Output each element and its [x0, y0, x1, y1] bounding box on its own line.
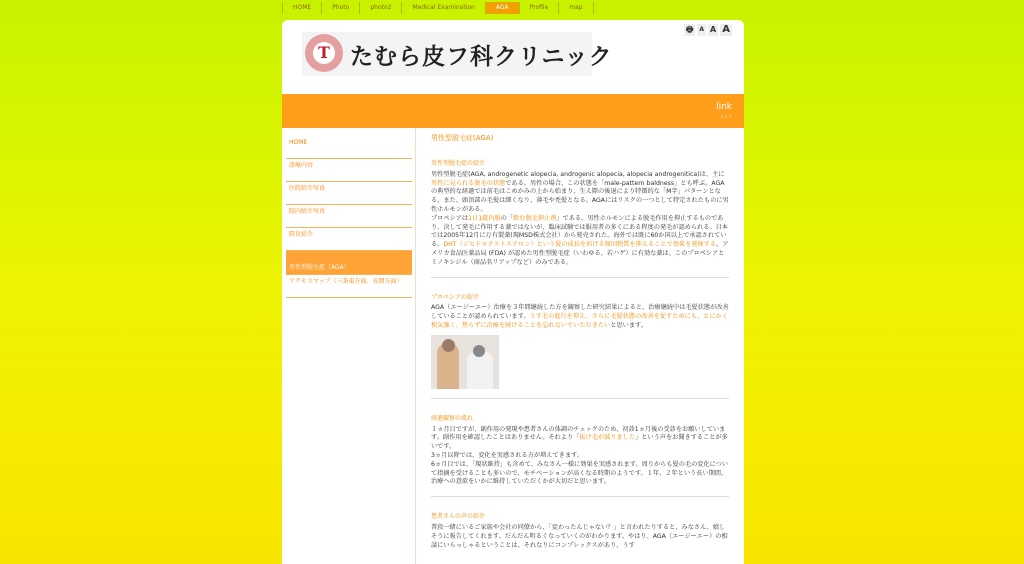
print-icon[interactable]: 🖶 — [685, 25, 694, 34]
section-divider — [431, 496, 729, 497]
section-divider — [431, 277, 729, 278]
text: 。アメリカ食品医薬品局 (FDA) が認めた男性型脱毛症（いわゆる、若ハゲ）に有効な薬は、このプロペシアとミノキシジル（商品名リアップなど）のみである。 — [431, 241, 729, 266]
text: の「 — [500, 214, 514, 222]
nav-home[interactable]: HOME — [282, 2, 322, 14]
section-heading-patient-voices: 患者さんの声の紹介 — [431, 513, 486, 521]
header-band — [282, 94, 744, 128]
paragraph-propecia-study — [431, 304, 729, 330]
paragraph-month-1 — [431, 426, 729, 452]
sidebar-item-services[interactable]: 診療内容 — [286, 159, 412, 182]
text: である。男性の場合、この状態を「male-pattern baldness」とも呼ぶ。AGAの典型的な経過では前毛はこめかみの上から始まり、生え際の後退により特徴的な「M字」パターンとなる。また、頭頂部の毛髪は細くなり、薄毛や禿髪となる。AGAにはリスクの一つとして特定されたものに男性ホルモンがある。 — [431, 179, 729, 213]
photo-figure-right-head — [473, 345, 485, 357]
text: 」という声をお聞きすることが多いです。 — [431, 434, 728, 451]
sidebar-item-access-map[interactable]: アクセスマップ（三条東方面、長岡方面） — [286, 275, 412, 298]
font-size-small-button[interactable]: A — [697, 24, 706, 36]
paragraph-month-6: 6ヵ月目では、「現状維持」も含めて、みなさん一様に効果を実感されます。周りからも髪の毛の変化について指摘を受けることも多いので、モチベーションが高くなる時期のようです。１年、２年という長い期間、治療への意欲をいかに維持していただくかが大切だと思います。 — [431, 460, 729, 486]
section-divider — [431, 398, 729, 399]
nav-aga[interactable]: AGA — [486, 2, 520, 14]
nav-medical-examination[interactable]: Medical Examination — [402, 2, 485, 14]
page-title: 男性型脱毛症(AGA) — [431, 134, 494, 142]
text: １ヵ月目ですが、副作用の発現や患者さんの体調のチェックのため、初診1ヵ月後の受診をお願いしています。副作用を確認したことはありません。それより「 — [431, 425, 726, 442]
text: 」である。男性ホルモンによる脱毛作用を抑止するものであり、決して発毛に作用する薬ではないが、臨床試験では服用者の多くにある程度の発毛が認められる。日本では2005年12月に万有製薬(現MSD株式会社）から発売された。海外では既に60か国以上で承認されている。 — [431, 214, 728, 249]
paragraph-patient-voices: 普段一緒にいるご家族や会社の同僚から、「変わったんじゃない？」と言われたりすると、みなさん、嬉しそうに報告してくれます。だんだん明るくなっていくのがわかります。やはり、AGA（エージーエー）の相談にいらっしゃるということは、それなりにコンプレックスがあり、うす — [431, 523, 728, 549]
text: と思います。 — [610, 321, 647, 329]
highlight-text: 1日1錠内服 — [468, 214, 501, 222]
nav-map[interactable]: map — [559, 2, 593, 14]
nav-photo2[interactable]: photo2 — [360, 2, 402, 14]
font-size-medium-button[interactable]: A — [710, 25, 717, 34]
section-heading-aga-intro: 男性型脱毛症の紹介 — [431, 160, 486, 167]
nav-profile[interactable]: Profile — [520, 2, 560, 14]
sidebar-item-director[interactable]: 院長紹介 — [286, 228, 412, 251]
logo-text: たむら皮フ科クリニック — [350, 44, 613, 70]
highlight-text: 抜け毛が減りました — [579, 434, 636, 442]
highlight-text: うす毛の進行を抑え、さらに毛髪状態の改善を促すためにも、とにかく根気強く、焦らずに治療を続けることを忘れないでいただきたい — [431, 313, 728, 329]
text: 男性型脱毛症(AGA, androgenetic alopecia, androgenic alopecia, alopecia androgenitica)は、主に — [431, 170, 725, 178]
band-link-subtitle: リンク — [720, 114, 732, 119]
page-container — [282, 20, 744, 564]
highlight-text: 男性に見られる脱毛の状態 — [431, 179, 506, 187]
site-header — [282, 20, 744, 94]
text: プロペシアは — [431, 214, 469, 222]
paragraph-propecia-overview — [431, 215, 729, 268]
doctors-photo — [431, 335, 499, 389]
sidebar-item-home[interactable]: HOME — [286, 136, 412, 159]
paragraph-month-3: 3ヵ月以降では、変化を実感される方が増えてきます。 — [431, 451, 583, 459]
main-content — [431, 134, 729, 550]
highlight-text: 飲む脱毛抑止剤 — [513, 214, 557, 222]
highlight-text: DHT（ジヒドロテストステロン）という髪の成長を妨げる原因物質を抑えることで効果を発揮する — [443, 241, 717, 249]
nav-photo[interactable]: Photo — [322, 2, 360, 14]
band-link-title[interactable]: link — [716, 102, 732, 112]
sidebar-item-clinic-photos[interactable]: 医院紹介写真 — [286, 182, 412, 205]
section-heading-progress: 経過観察の流れ — [431, 414, 474, 422]
column-divider — [415, 128, 416, 564]
top-navigation — [282, 2, 594, 14]
clinic-logo[interactable] — [302, 32, 613, 76]
section-heading-propecia: プロペシアの紹介 — [431, 293, 480, 301]
logo-mark-icon — [305, 34, 343, 72]
sidebar-item-interior-photos[interactable]: 院内紹介写真 — [286, 205, 412, 228]
logo-mark-letter: T — [313, 42, 335, 64]
paragraph-aga-definition — [431, 171, 729, 215]
utility-buttons — [684, 24, 732, 36]
sidebar-menu — [286, 136, 412, 298]
sidebar-item-aga[interactable]: 男性型脱毛症（AGA） — [286, 251, 412, 275]
text: AGA（エージーエー）治療を３年間継続した方を観察した研究結果によると、治療継続中は毛髪状態が改善していることが認められています。 — [431, 304, 729, 321]
font-size-large-button[interactable]: A — [722, 24, 730, 35]
photo-figure-left-head — [442, 339, 455, 352]
